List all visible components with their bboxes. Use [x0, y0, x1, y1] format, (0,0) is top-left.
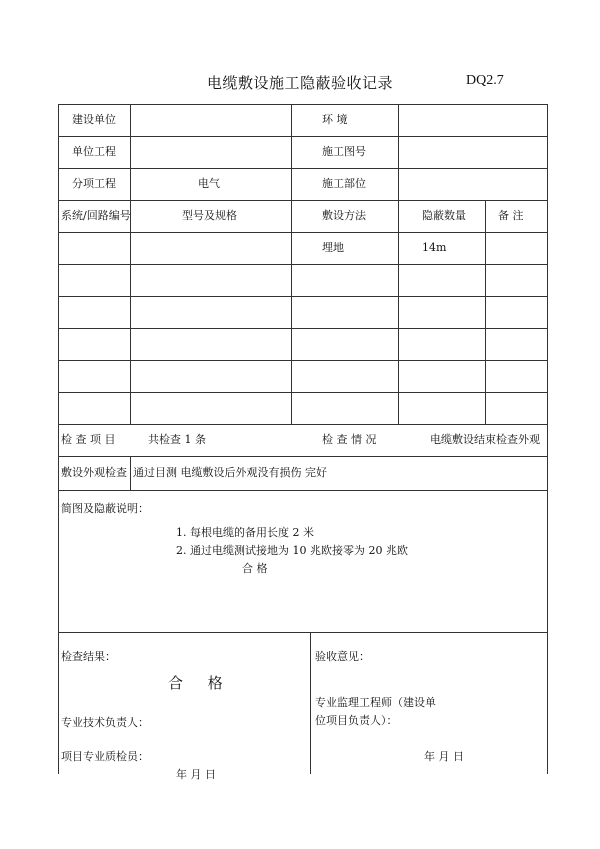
grid-line: [485, 200, 486, 424]
grid-line: [130, 456, 131, 490]
quality-inspector-label: 项目专业质检员：: [61, 750, 149, 763]
build-unit-label: 建设单位: [72, 113, 116, 126]
grid-line: [58, 104, 59, 774]
grid-line: [58, 360, 548, 361]
grid-line: [547, 104, 548, 774]
description-line: 1. 每根电缆的备用长度 2 米: [176, 526, 314, 539]
supervisor-label: 专业监理工程师（建设单: [315, 696, 436, 709]
document-code: DQ2.7: [466, 73, 504, 88]
grid-line: [58, 136, 548, 137]
column-header-remarks: 备 注: [498, 209, 524, 222]
grid-line: [58, 232, 548, 233]
grid-line: [58, 296, 548, 297]
location-label: 施工部位: [322, 177, 366, 190]
grid-line: [58, 104, 548, 105]
appearance-check-value: 通过目测 电缆敷设后外观没有损伤 完好: [133, 466, 327, 479]
grid-line: [310, 632, 311, 774]
grid-line: [130, 104, 131, 424]
grid-line: [58, 328, 548, 329]
appearance-check-label: 敷设外观检查: [61, 466, 127, 479]
grid-line: [58, 392, 548, 393]
table-cell: 14m: [422, 241, 447, 254]
table-cell: 埋地: [322, 241, 344, 254]
grid-line: [58, 456, 548, 457]
grid-line: [398, 104, 399, 424]
description-label: 简图及隐蔽说明：: [61, 502, 149, 515]
grid-line: [58, 632, 548, 633]
sub-project-value: 电气: [198, 177, 220, 190]
grid-line: [58, 490, 548, 491]
supervisor-label-continued: 位项目负责人）：: [315, 714, 398, 727]
description-conclusion: 合 格: [242, 562, 268, 575]
document-title: 电缆敷设施工隐蔽验收记录: [206, 74, 393, 92]
technical-lead-label: 专业技术负责人：: [61, 716, 149, 729]
description-line: 2. 通过电缆测试接地为 10 兆欧接零为 20 兆欧: [176, 544, 408, 557]
column-header-model-spec: 型号及规格: [182, 209, 237, 222]
drawing-number-label: 施工图号: [322, 145, 366, 158]
grid-line: [291, 104, 292, 424]
inspection-item-value: 共检查 1 条: [148, 433, 206, 446]
inspection-status-label: 检 查 情 况: [322, 433, 377, 446]
grid-line: [58, 424, 548, 425]
grid-line: [58, 264, 548, 265]
column-header-laying-method: 敷设方法: [322, 209, 366, 222]
unit-project-label: 单位工程: [72, 145, 116, 158]
environment-label: 环 境: [322, 113, 348, 126]
column-header-concealed-qty: 隐蔽数量: [422, 209, 466, 222]
grid-line: [58, 200, 548, 201]
sub-project-label: 分项工程: [72, 177, 116, 190]
inspection-item-label: 检 查 项 目: [61, 433, 116, 446]
grid-line: [58, 168, 548, 169]
acceptance-opinion-label: 验收意见：: [315, 650, 370, 663]
check-result-label: 检查结果：: [61, 650, 116, 663]
column-header-circuit-no: 系统/回路编号: [61, 209, 131, 222]
result-date: 年 月 日: [176, 768, 216, 781]
check-result-value: 合 格: [168, 674, 233, 692]
acceptance-date: 年 月 日: [424, 750, 464, 763]
inspection-form: [58, 104, 548, 781]
inspection-status-value: 电缆敷设结束检查外观: [430, 433, 540, 446]
